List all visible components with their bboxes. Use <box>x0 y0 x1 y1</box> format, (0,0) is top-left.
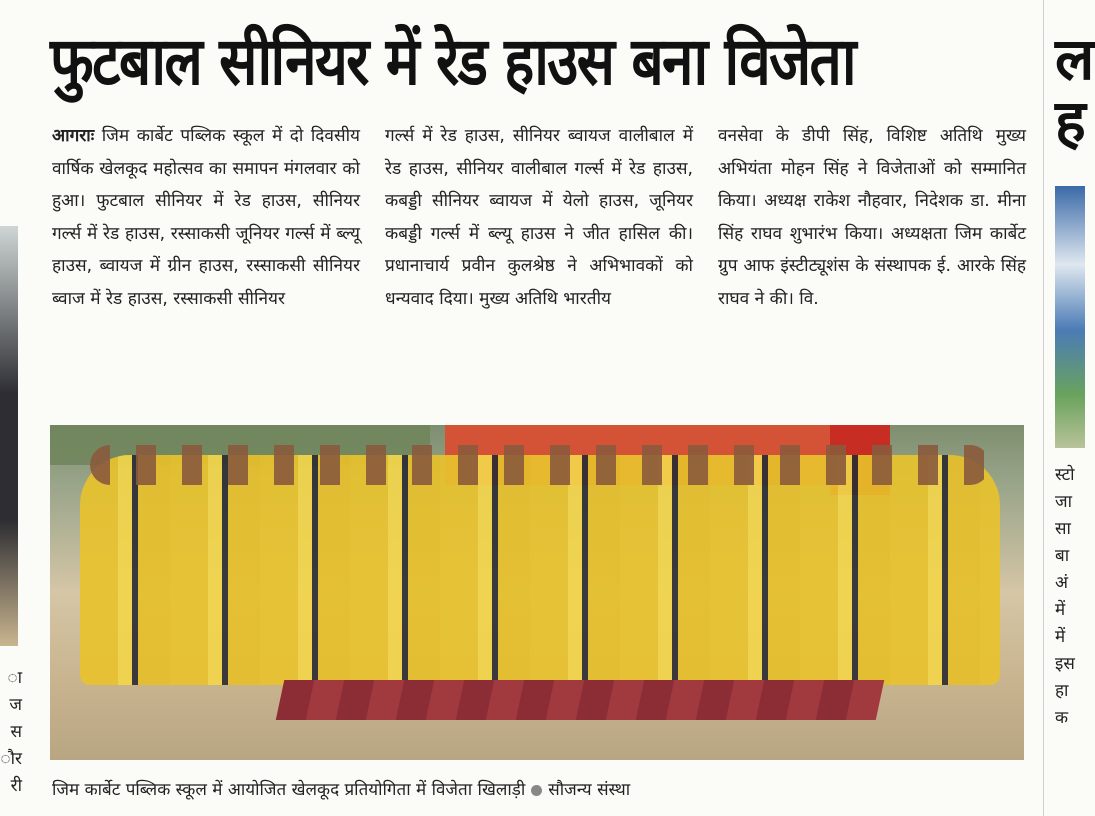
article-column-3: वनसेवा के डीपी सिंह, विशिष्ट अतिथि मुख्य अभियंता मोहन सिंह ने विजेताओं को सम्मानित किया। अध्यक्ष राकेश नौहवार, निदेशक डा. मीना सिंह राघव शुभारंभ किया। अध्यक्षता जिम कार्बेट ग्रुप आफ इंस्टीट्यूशंस के संस्थापक ई. आरके सिंह राघव ने की। वि. <box>718 126 1026 309</box>
article-column-1 <box>52 120 360 316</box>
photo-credit: सौजन्य संस्था <box>548 780 631 800</box>
photo-faces <box>90 445 990 485</box>
photo-caption-text: जिम कार्बेट पब्लिक स्कूल में आयोजित खेलकूद प्रतियोगिता में विजेता खिलाड़ी <box>52 780 526 800</box>
article-body <box>52 120 1027 410</box>
adjacent-left-column <box>0 0 22 816</box>
article-column-2: गर्ल्स में रेड हाउस, सीनियर ब्वायज वालीबाल में रेड हाउस, सीनियर वालीबाल गर्ल्स में रेड हाउस, कबड्डी सीनियर ब्वायज में येलो हाउस, जूनियर कबड्डी गर्ल्स में ब्ल्यू हाउस ने जीत हासिल की। प्रधानाचार्य प्रवीन कुलश्रेष्ठ ने अभिभावकों को धन्यवाद दिया। मुख्य अतिथि भारतीय <box>385 126 693 309</box>
adjacent-headline-fragment: ल ह <box>1055 25 1095 155</box>
photo-group-of-students <box>80 455 1000 685</box>
adjacent-right-column <box>1055 0 1095 816</box>
article-column-1-text: जिम कार्बेट पब्लिक स्कूल में दो दिवसीय वार्षिक खेलकूद महोत्सव का समापन मंगलवार को हुआ। फुटबाल सीनियर में रेड हाउस, सीनियर गर्ल्स में रेड हाउस, रस्साकसी जूनियर गर्ल्स में ब्ल्यू हाउस, ब्वायज में ग्रीन हाउस, रस्साकसी सीनियर ब्वाज में रेड हाउस, रस्साकसी सीनियर <box>52 126 360 309</box>
adjacent-right-photo <box>1055 186 1085 448</box>
adjacent-left-photo <box>0 226 18 646</box>
column-divider <box>1043 0 1044 816</box>
bullet-icon <box>531 785 542 796</box>
news-photo <box>50 425 1024 760</box>
photo-rug <box>276 680 885 720</box>
photo-caption <box>52 777 630 800</box>
adjacent-left-text: ा ज स ौर री <box>0 668 22 796</box>
headline: फुटबाल सीनियर में रेड हाउस बना विजेता <box>50 23 855 100</box>
dateline: आगराः <box>52 126 95 146</box>
adjacent-right-text: स्टो जा सा बा अं में में इस हा क <box>1055 465 1075 728</box>
